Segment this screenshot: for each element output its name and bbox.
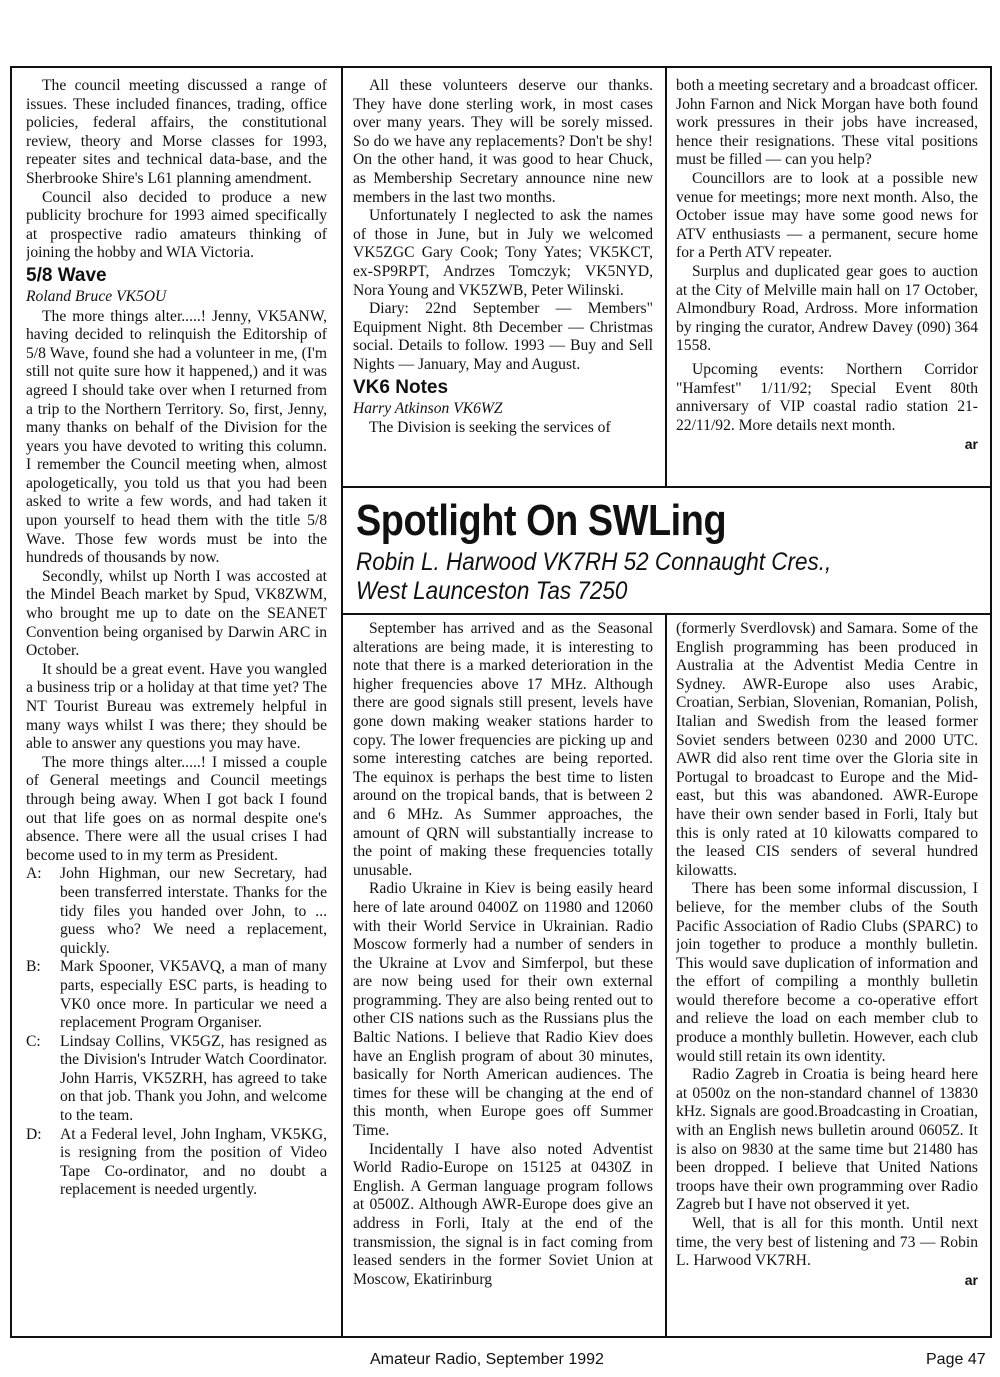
- paragraph: Radio Ukraine in Kiev is being easily heard here of late around 0400Z on 11980 and 12060 with their World Service in Ukrainian. Radio Moscow formerly had a number of senders in the Ukraine at Lvov and Simferpol, but these are now being used for their own external programming. They are also being rented out to other CIS nations such as the Russians plus the Baltic Nations. I believe that Radio Kiev does have an English program of about 30 minutes, basically for North American audiences. The times for these will be changing at the end of this month, when Europe goes off Summer Time.: [353, 880, 653, 1140]
- list-label: A:: [26, 865, 42, 883]
- paragraph: The council meeting discussed a range of issues. These included finances, trading, office policies, federal affairs, the constitutional review, theory and Morse classes for 1993, repeater sites and technical data-base, and the Sherbrooke Shire's L61 planning amendment.: [26, 77, 327, 187]
- paragraph: Unfortunately I neglected to ask the names of those in June, but in July we welcomed VK5ZGC Gary Cook; Tony Yates; VK5KCT, ex-SP9RPT, Andrzes Tomczyk; VK5NYD, Nora Young and VK5ZWB, Peter Wilinski.: [353, 207, 653, 299]
- footer-page-number: Page 47: [926, 1351, 986, 1368]
- paragraph: September has arrived and as the Seasonal alterations are being made, it is interesting to note that there is a marked deterioration in the higher frequencies above 17 MHz. Although there are good signals still present, levels have gone down making weaker stations harder to copy. The lower frequencies are picking up and some interesting catches are being reported. The equinox is perhaps the best time to listen around on the tropical bands, that is between 2 and 6 MHz. As Summer approaches, the amount of QRN will substantially increase to the point of making these frequencies totally unusable.: [353, 620, 653, 879]
- list-text: John Highman, our new Secretary, had been transferred interstate. Thanks for the tidy files you handed over John, to ... guess who? We need a replacement, quickly.: [60, 865, 327, 957]
- list-item: [26, 1126, 327, 1200]
- list-text: At a Federal level, John Ingham, VK5KG, is resigning from the position of Video Tape Co-ordinator, and no doubt a replacement is needed urgently.: [60, 1125, 327, 1199]
- list-text: Mark Spooner, VK5AVQ, a man of many parts, especially ESC parts, is heading to VK0 once more. In particular we need a replacement Program Organiser.: [60, 958, 327, 1032]
- paragraph: All these volunteers deserve our thanks. They have done sterling work, in most cases over many years. They will be sorely missed. So do we have any replacements? Don't be shy! On the other hand, it was good to hear Chuck, as Membership Secretary announce nine new members in the last two months.: [353, 77, 653, 206]
- list-item: [26, 1033, 327, 1126]
- byline-line-1: Robin L. Harwood VK7RH 52 Connaught Cres.,: [356, 548, 832, 576]
- paragraph: Council also decided to produce a new publicity brochure for 1993 aimed specifically at prospective radio amateurs thinking of joining the hobby and WIA Victoria.: [26, 188, 327, 262]
- paragraph: Diary: 22nd September — Members" Equipment Night. 8th December — Christmas social. Details to follow. 1993 — Buy and Sell Nights — January, May and August.: [353, 300, 653, 373]
- column-middle-top: [353, 77, 653, 482]
- list-text: Lindsay Collins, VK5GZ, has resigned as the Division's Intruder Watch Coordinator. John Harris, VK5ZRH, has agreed to take on that job. Thank you John, and welcome to the team.: [60, 1032, 327, 1125]
- byline-line-2: West Launceston Tas 7250: [356, 577, 628, 605]
- paragraph: both a meeting secretary and a broadcast officer. John Farnon and Nick Morgan have both found work pressures in their jobs have increased, hence their resignations. These vital positions must be filled — can you help?: [676, 77, 978, 169]
- byline: Harry Atkinson VK6WZ: [353, 399, 503, 417]
- list-label: C:: [26, 1032, 41, 1050]
- byline: Roland Bruce VK5OU: [26, 287, 167, 305]
- end-mark: ar: [964, 436, 978, 453]
- list-item: [26, 958, 327, 1032]
- list-label: D:: [26, 1125, 42, 1143]
- column-rule-3: [665, 613, 667, 1338]
- list-item: [26, 865, 327, 958]
- paragraph: There has been some informal discussion, I believe, for the member clubs of the South Pacific Association of Radio Clubs (SPARC) to join together to produce a monthly bulletin. This would save duplication of information and the effort of compiling a monthly bulletin would therefore become a co-operative effort and relieve the load on each member club to produce a monthly bulletin. However, each club would still retain its own identity.: [676, 880, 978, 1065]
- column-left: [26, 77, 327, 1332]
- spotlight-column-right: [676, 620, 978, 1332]
- end-mark: ar: [964, 1271, 978, 1288]
- spotlight-column-left: [353, 620, 653, 1332]
- section-heading-58-wave: 5/8 Wave: [26, 264, 107, 286]
- footer-publication: Amateur Radio, September 1992: [370, 1351, 604, 1368]
- paragraph: The more things alter.....! I missed a couple of General meetings and Council meetings through being away. When I got back I found out that life goes on as normal despite one's absence. There were all the usual crises I had become used to in my term as President.: [26, 753, 327, 864]
- column-right-top: [676, 77, 978, 482]
- column-rule-1: [341, 66, 343, 1338]
- section-heading-vk6-notes: VK6 Notes: [353, 376, 449, 398]
- paragraph: The Division is seeking the services of: [369, 419, 611, 437]
- paragraph: Well, that is all for this month. Until next time, the very best of listening and 73 — Robin L. Harwood VK7RH.: [676, 1215, 978, 1270]
- article-byline: [356, 548, 923, 606]
- article-title: Spotlight On SWLing: [356, 496, 727, 545]
- paragraph: Surplus and duplicated gear goes to auction at the City of Melville main hall on 17 October, Almondbury Road, Ardross. More information by ringing the curator, Andrew Davey (090) 364 1558.: [676, 262, 978, 355]
- paragraph: It should be a great event. Have you wangled a business trip or a holiday at that time yet? The NT Tourist Bureau was extremely helpful in many ways whilst I was there; they should be able to answer any questions you may have.: [26, 660, 327, 753]
- paragraph: Radio Zagreb in Croatia is being heard here at 0500z on the non-standard channel of 13830 kHz. Signals are good.Broadcasting in Croatian, with an English news bulletin around 0605Z. It is also on 9830 at the same time but 21480 has been dropped. I believe that United Nations troops have their own programming over Radio Zagreb but I have not observed it yet.: [676, 1066, 978, 1214]
- paragraph: Councillors are to look at a possible new venue for meetings; more next month. Also, the October issue may have some good news for ATV enthusiasts — a permanent, secure home for a Perth ATV repeater.: [676, 169, 978, 262]
- column-rule-2: [665, 66, 667, 486]
- paragraph: Upcoming events: Northern Corridor "Hamfest" 1/11/92; Special Event 80th anniversary of VIP coastal radio station 21-22/11/92. More details next month.: [676, 360, 978, 434]
- paragraph: (formerly Sverdlovsk) and Samara. Some of the English programming has been produced in Australia at the Adventist Media Centre in Sydney. AWR-Europe also uses Arabic, Croatian, Serbian, Slovenian, Romanian, Polish, Italian and Swedish from the leased former Soviet senders between 0230 and 2000 UTC. AWR did also rent time over the Gloria site in Portugal to broadcast to Europe and the Mid-east, but this was abandoned. AWR-Europe have their own sender based in Forli, Italy but this is only rated at 10 kilowatts compared to the leased CIS senders of several hundred kilowatts.: [676, 620, 978, 879]
- paragraph: Secondly, whilst up North I was accosted at the Mindel Beach market by Spud, VK8ZWM, who brought me up to date on the SEANET Convention being organised by Darwin ARC in October.: [26, 567, 327, 660]
- paragraph: Incidentally I have also noted Adventist World Radio-Europe on 15125 at 0430Z in English. A German language program follows at 0500Z. Although AWR-Europe does give an address in Forli, Italy at the end of the transmission, the signal is in fact coming from leased senders in the former Soviet Union at Moscow, Ekatirinburg: [353, 1140, 653, 1288]
- paragraph: The more things alter.....! Jenny, VK5ANW, having decided to relinquish the Editorship of 5/8 Wave, found she had a volunteer in me, (I'm still not quite sure how it happened,) and it was agreed I should take over when I returned from a trip to the Northern Territory. So, first, Jenny, many thanks on behalf of the Division for the years you have devoted to writing this column. I remember the Council meeting when, almost apologetically, you told us that you had been asked to write a few words, and had taken it upon yourself to head them with the title 5/8 Wave. Those few words must be into the hundreds of thousands by now.: [26, 307, 327, 567]
- section-rule-top: [341, 486, 992, 488]
- list-label: B:: [26, 958, 41, 976]
